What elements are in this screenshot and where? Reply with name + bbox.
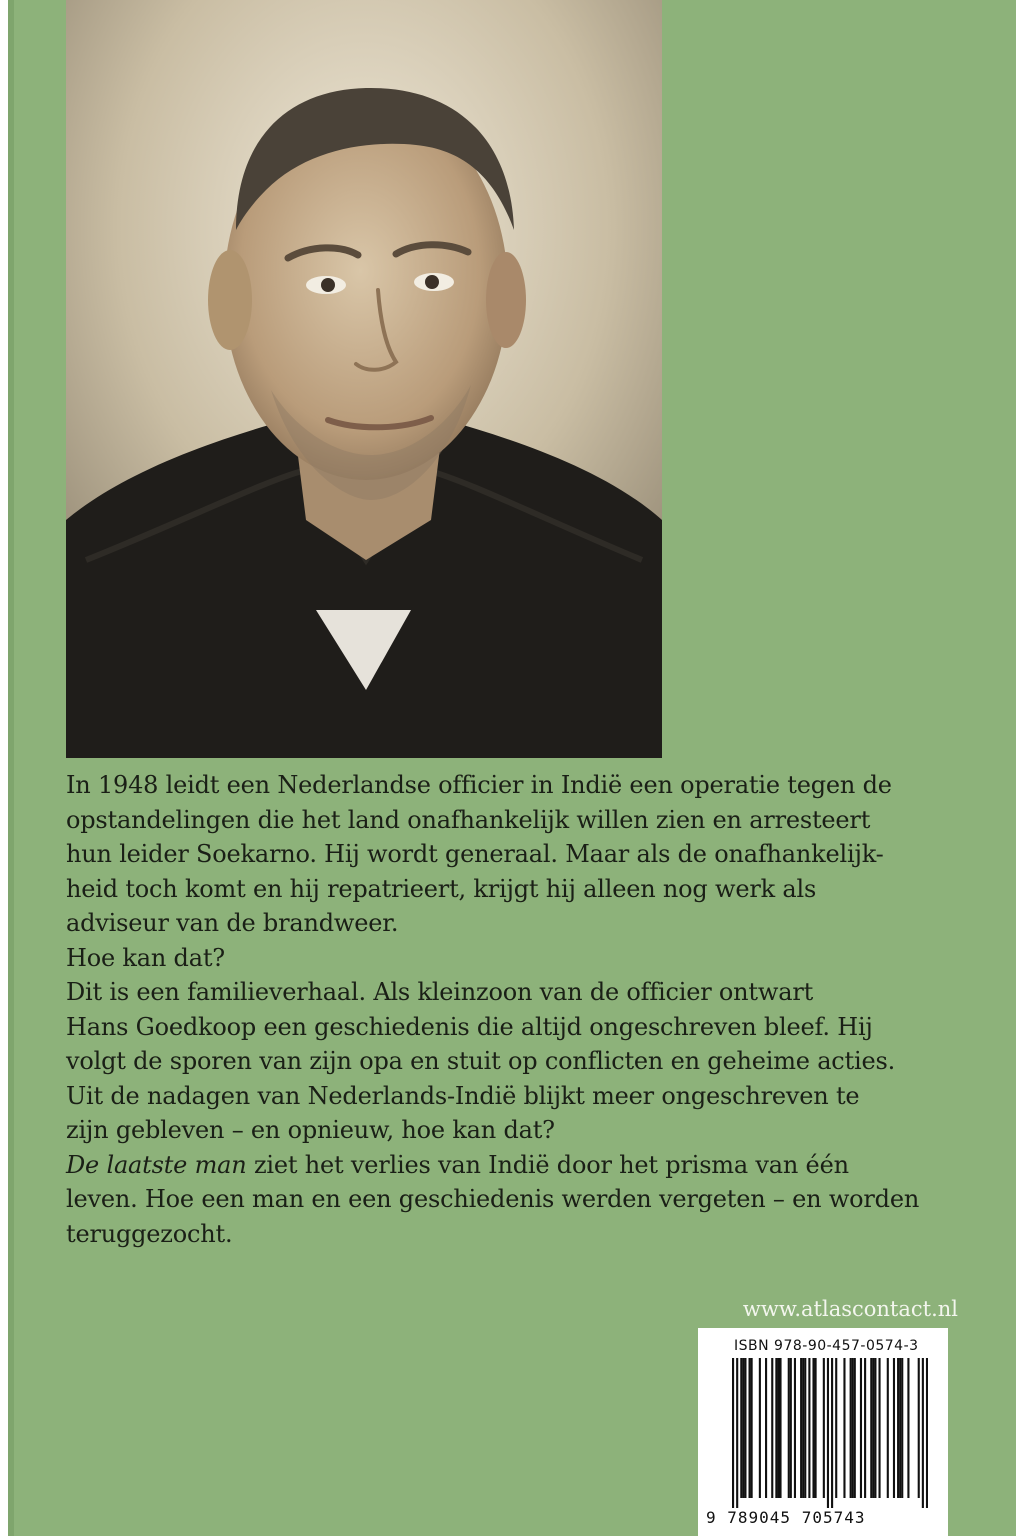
- barcode-bar: [804, 1358, 806, 1498]
- blurb-text: [66, 768, 966, 1251]
- blurb-line-rest: ziet het verlies van Indië door het prisma van één: [246, 1150, 849, 1179]
- blurb-line: Hans Goedkoop een geschiedenis die altijd ongeschreven bleef. Hij: [66, 1012, 873, 1041]
- barcode-bar: [827, 1358, 829, 1508]
- barcode-bar: [870, 1358, 872, 1498]
- barcode-bar: [751, 1358, 753, 1498]
- barcode-bar: [775, 1358, 777, 1498]
- cover-spine-edge: [8, 0, 14, 1536]
- barcode-bar: [771, 1358, 773, 1498]
- blurb-line: Dit is een familieverhaal. Als kleinzoon van de officier ontwart: [66, 978, 814, 1006]
- barcode-bar: [759, 1358, 761, 1498]
- blurb-line: [66, 1148, 966, 1183]
- barcode-bar: [808, 1358, 810, 1498]
- blurb-line: heid toch komt en hij repatrieert, krijgt hij alleen nog werk als: [66, 874, 817, 903]
- barcode-bar: [897, 1358, 899, 1498]
- barcode-bar: [779, 1358, 781, 1498]
- barcode-bar: [850, 1358, 852, 1498]
- barcode-bar: [777, 1358, 779, 1498]
- barcode-bar: [812, 1358, 814, 1498]
- barcode-bar: [794, 1358, 796, 1498]
- barcode-bar: [901, 1358, 903, 1498]
- barcode-bar: [815, 1358, 817, 1498]
- barcode-bar: [765, 1358, 767, 1498]
- barcode-bar: [831, 1358, 833, 1508]
- blurb-line: teruggezocht.: [66, 1219, 233, 1248]
- barcode-bar: [922, 1358, 924, 1508]
- barcode-bar: [732, 1358, 734, 1508]
- isbn-barcode-panel: [698, 1328, 948, 1536]
- barcode-bar: [790, 1358, 792, 1498]
- barcode-digits: 9 789045 705743: [706, 1508, 866, 1527]
- barcode-bar: [872, 1358, 874, 1498]
- barcode-bar: [788, 1358, 790, 1498]
- barcode-bar: [749, 1358, 751, 1498]
- blurb-line: zijn gebleven – en opnieuw, hoe kan dat?: [66, 1116, 555, 1144]
- barcode-bar: [835, 1358, 837, 1498]
- publisher-website: www.atlascontact.nl: [742, 1297, 958, 1321]
- blurb-line: In 1948 leidt een Nederlandse officier in Indië een operatie tegen de: [66, 771, 892, 799]
- barcode-bar: [800, 1358, 802, 1498]
- blurb-line: Uit de nadagen van Nederlands-Indië blijkt meer ongeschreven te: [66, 1081, 860, 1110]
- barcode-bar: [744, 1358, 746, 1498]
- barcode-bar: [736, 1358, 738, 1508]
- barcode-bar: [874, 1358, 876, 1498]
- barcode-bar: [907, 1358, 909, 1498]
- barcode-bar: [823, 1358, 825, 1498]
- blurb-line: volgt de sporen van zijn opa en stuit op conflicten en geheime acties.: [66, 1047, 896, 1075]
- barcode-bar: [740, 1358, 742, 1498]
- barcode-bar: [918, 1358, 920, 1498]
- blurb-line: Hoe kan dat?: [66, 943, 225, 972]
- barcode-bar: [843, 1358, 845, 1498]
- blurb-line: leven. Hoe een man en een geschiedenis werden vergeten – en worden: [66, 1185, 920, 1213]
- isbn-label: ISBN 978-90-457-0574-3: [734, 1338, 919, 1354]
- barcode-bar: [926, 1358, 928, 1508]
- barcode-bar: [860, 1358, 862, 1498]
- blurb-line: hun leider Soekarno. Hij wordt generaal. Maar als de onafhankelijk-: [66, 840, 884, 868]
- barcode-bar: [852, 1358, 854, 1498]
- barcode-bar: [899, 1358, 901, 1498]
- ean13-barcode-icon: [732, 1358, 928, 1508]
- blurb-line: opstandelingen die het land onafhankelijk willen zien en arresteert: [66, 805, 871, 834]
- barcode-bar: [802, 1358, 804, 1498]
- author-portrait-photo: [66, 0, 662, 758]
- barcode-bar: [893, 1358, 895, 1498]
- portrait-illustration: [66, 0, 662, 758]
- book-title-italic: De laatste man: [66, 1150, 247, 1179]
- barcode-bar: [887, 1358, 889, 1498]
- barcode-bar: [878, 1358, 880, 1498]
- barcode-bar: [742, 1358, 744, 1498]
- blurb-line: adviseur van de brandweer.: [66, 909, 399, 937]
- barcode-bar: [864, 1358, 866, 1498]
- barcode-bar: [854, 1358, 856, 1498]
- back-cover: [8, 0, 1016, 1536]
